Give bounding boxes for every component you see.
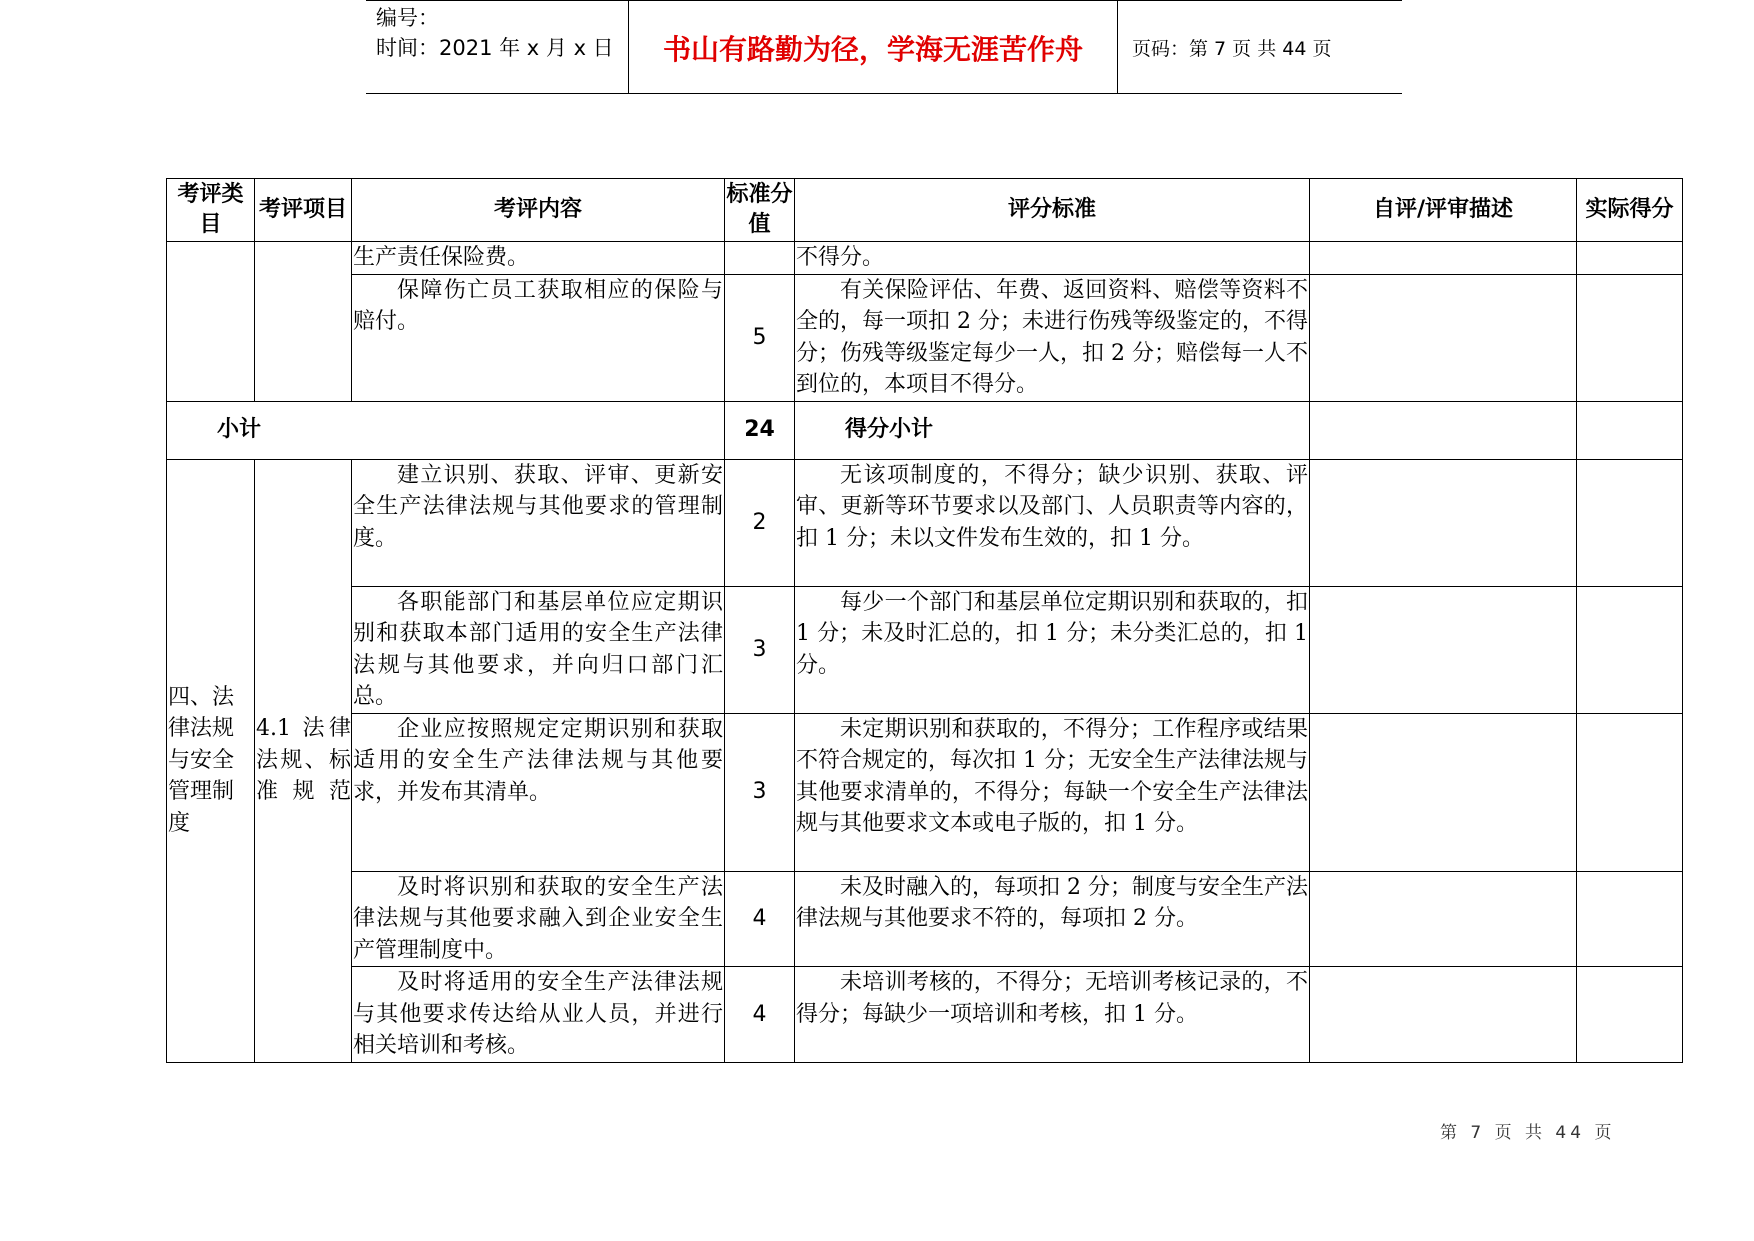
- content-cell: 生产责任保险费。: [352, 242, 725, 275]
- actual-score-cell[interactable]: [1577, 586, 1683, 713]
- score-cell: 3: [725, 586, 795, 713]
- self-review-cell[interactable]: [1310, 242, 1577, 275]
- item-cell: 4.1 法律法规、标准规范: [255, 459, 352, 1062]
- document-date: 时间：2021 年 x 月 x 日: [376, 36, 614, 60]
- self-review-cell[interactable]: [1310, 586, 1577, 713]
- header-motto: 书山有路勤为径，学海无涯苦作舟: [628, 1, 1118, 93]
- header-criteria: 评分标准: [795, 179, 1310, 242]
- table-header-row: [167, 179, 1683, 242]
- actual-score-cell[interactable]: [1577, 713, 1683, 871]
- table-row: [167, 242, 1683, 275]
- category-cell-empty: [167, 242, 255, 402]
- header-item: 考评项目: [255, 179, 352, 242]
- actual-score-cell[interactable]: [1577, 967, 1683, 1063]
- self-review-cell[interactable]: [1310, 713, 1577, 871]
- item-cell-empty: [255, 242, 352, 402]
- content-cell: 各职能部门和基层单位应定期识别和获取本部门适用的安全生产法律法规与其他要求，并向归口部门汇总。: [352, 586, 725, 713]
- score-cell: 4: [725, 967, 795, 1063]
- criteria-cell: 无该项制度的，不得分；缺少识别、获取、评审、更新等环节要求以及部门、人员职责等内容的，扣 1 分；未以文件发布生效的，扣 1 分。: [795, 459, 1310, 586]
- header-page-number: 页码：第 7 页 共 44 页: [1132, 37, 1332, 60]
- criteria-cell: 不得分。: [795, 242, 1310, 275]
- document-number-label: 编号：: [376, 6, 439, 30]
- header-category: 考评类目: [167, 179, 255, 242]
- actual-score-cell[interactable]: [1577, 274, 1683, 401]
- subtotal-criteria: 得分小计: [795, 401, 1310, 459]
- table-row: [167, 274, 1683, 401]
- score-cell: 4: [725, 871, 795, 967]
- score-cell: 3: [725, 713, 795, 871]
- table-row: [167, 967, 1683, 1063]
- score-cell: [725, 242, 795, 275]
- actual-score-cell[interactable]: [1577, 459, 1683, 586]
- page-header: [366, 0, 1402, 94]
- content-cell: 保障伤亡员工获取相应的保险与赔付。: [352, 274, 725, 401]
- header-score: 标准分值: [725, 179, 795, 242]
- page-footer: 第 7 页 共 44 页: [1440, 1123, 1616, 1143]
- subtotal-score: 24: [725, 401, 795, 459]
- table-row: [167, 459, 1683, 586]
- subtotal-row: [167, 401, 1683, 459]
- category-cell: 四、法律法规与安全管理制度: [167, 459, 255, 1062]
- table-row: [167, 713, 1683, 871]
- content-cell: 及时将识别和获取的安全生产法律法规与其他要求融入到企业安全生产管理制度中。: [352, 871, 725, 967]
- self-review-cell[interactable]: [1310, 401, 1577, 459]
- score-cell: 2: [725, 459, 795, 586]
- self-review-cell[interactable]: [1310, 459, 1577, 586]
- criteria-cell: 每少一个部门和基层单位定期识别和获取的，扣 1 分；未及时汇总的，扣 1 分；未分类汇总的，扣 1 分。: [795, 586, 1310, 713]
- criteria-cell: 未培训考核的，不得分；无培训考核记录的，不得分；每缺少一项培训和考核，扣 1 分。: [795, 967, 1310, 1063]
- score-cell: 5: [725, 274, 795, 401]
- criteria-cell: 未及时融入的，每项扣 2 分；制度与安全生产法律法规与其他要求不符的，每项扣 2 分。: [795, 871, 1310, 967]
- header-meta: [366, 1, 628, 93]
- self-review-cell[interactable]: [1310, 274, 1577, 401]
- table-row: [167, 871, 1683, 967]
- self-review-cell[interactable]: [1310, 967, 1577, 1063]
- header-content: 考评内容: [352, 179, 725, 242]
- table-row: [167, 586, 1683, 713]
- self-review-cell[interactable]: [1310, 871, 1577, 967]
- criteria-cell: 未定期识别和获取的，不得分；工作程序或结果不符合规定的，每次扣 1 分；无安全生产法律法规与其他要求清单的，不得分；每缺一个安全生产法律法规与其他要求文本或电子版的，扣 1 分。: [795, 713, 1310, 871]
- subtotal-label: 小计: [167, 401, 725, 459]
- header-self-review: 自评/评审描述: [1310, 179, 1577, 242]
- actual-score-cell[interactable]: [1577, 401, 1683, 459]
- content-cell: 建立识别、获取、评审、更新安全生产法律法规与其他要求的管理制度。: [352, 459, 725, 586]
- actual-score-cell[interactable]: [1577, 242, 1683, 275]
- actual-score-cell[interactable]: [1577, 871, 1683, 967]
- content-cell: 企业应按照规定定期识别和获取适用的安全生产法律法规与其他要求，并发布其清单。: [352, 713, 725, 871]
- content-cell: 及时将适用的安全生产法律法规与其他要求传达给从业人员，并进行相关培训和考核。: [352, 967, 725, 1063]
- assessment-table: [166, 178, 1683, 1063]
- header-actual-score: 实际得分: [1577, 179, 1683, 242]
- criteria-cell: 有关保险评估、年费、返回资料、赔偿等资料不全的，每一项扣 2 分；未进行伤残等级鉴定的，不得分；伤残等级鉴定每少一人，扣 2 分；赔偿每一人不到位的，本项目不得分。: [795, 274, 1310, 401]
